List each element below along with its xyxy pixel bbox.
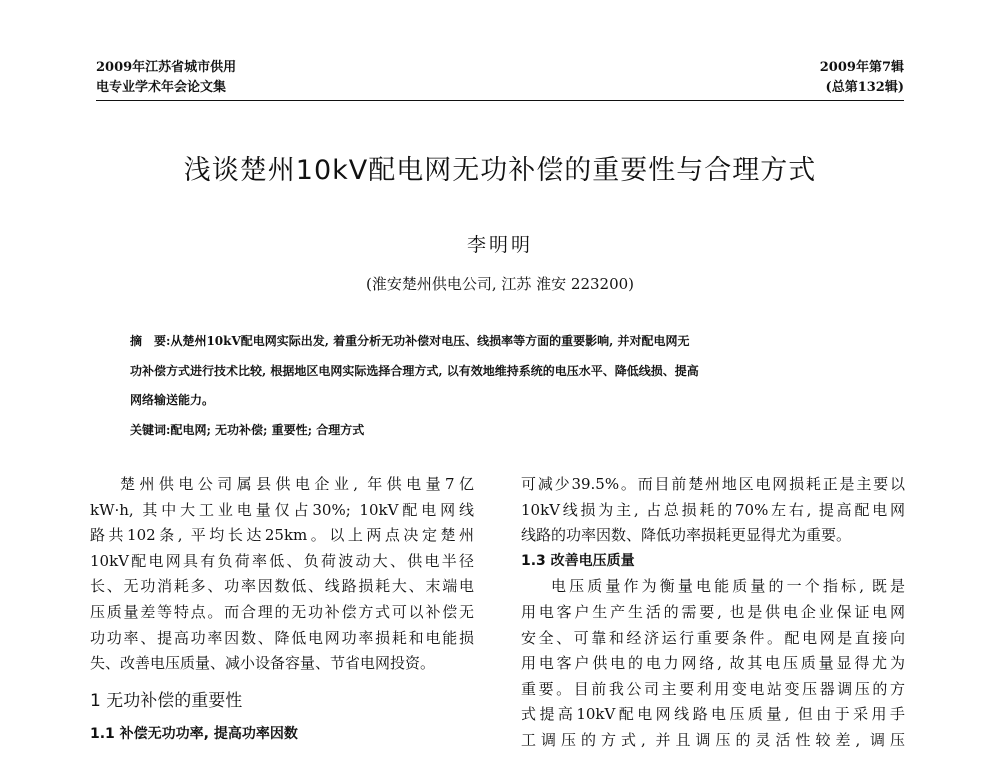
body-line: 压质量差等特点。而合理的无功补偿方式可以补偿无 bbox=[90, 602, 474, 621]
subsection-heading-1-1: 1.1 补偿无功功率, 提高功率因数 bbox=[90, 726, 298, 743]
body-line: 安全、可靠和经济运行重要条件。配电网是直接向 bbox=[521, 628, 905, 647]
section-heading-1: 1 无功补偿的重要性 bbox=[90, 690, 243, 711]
body-line: 式提高10kV配电网线路电压质量, 但由于采用手 bbox=[521, 705, 905, 724]
keywords-line bbox=[130, 420, 364, 440]
body-line: 失、改善电压质量、减小设备容量、节省电网投资。 bbox=[90, 654, 436, 673]
author-affiliation: (淮安楚州供电公司, 江苏 淮安 223200) bbox=[365, 275, 635, 293]
abstract-line-3: 网络输送能力。 bbox=[130, 393, 215, 407]
keywords-label: 关键词: bbox=[130, 423, 171, 437]
body-line: 用电客户供电的电力网络, 故其电压质量显得尤为 bbox=[521, 654, 905, 673]
body-line: 功功率、提高功率因数、降低电网功率损耗和电能损 bbox=[90, 628, 474, 647]
body-line: 楚州供电公司属县供电企业, 年供电量7亿 bbox=[120, 475, 474, 493]
issue-number: 2009年第7辑 bbox=[819, 60, 904, 75]
header-rule bbox=[96, 100, 904, 101]
body-column-left bbox=[90, 472, 474, 748]
running-header-left bbox=[96, 58, 236, 98]
abstract-line-1 bbox=[130, 331, 689, 351]
body-line: 电压质量作为衡量电能质量的一个指标, 既是 bbox=[551, 577, 905, 596]
paper-author: 李明明 bbox=[466, 234, 533, 256]
body-line: 用电客户生产生活的需要, 也是供电企业保证电网 bbox=[521, 602, 905, 621]
subsection-heading-1-3: 1.3 改善电压质量 bbox=[521, 552, 635, 569]
issue-total: (总第132辑) bbox=[825, 80, 904, 95]
body-line: kW·h, 其中大工业电量仅占30%; 10kV配电网线 bbox=[90, 500, 474, 519]
running-header-right bbox=[820, 58, 904, 98]
body-line: 10kV线损为主, 占总损耗的70%左右, 提高配电网 bbox=[521, 500, 905, 519]
body-column-right bbox=[521, 472, 905, 754]
abstract-label: 摘 要: bbox=[130, 334, 171, 348]
body-line: 重要。目前我公司主要利用变电站变压器调压的方 bbox=[521, 679, 905, 698]
body-line: 可减少39.5%。而目前楚州地区电网损耗正是主要以 bbox=[521, 475, 905, 493]
body-line: 路共102条, 平均长达25km。以上两点决定楚州 bbox=[90, 526, 474, 545]
paper-title: 浅谈楚州10kV配电网无功补偿的重要性与合理方式 bbox=[183, 155, 817, 186]
body-line: 工调压的方式, 并且调压的灵活性较差, 调压 bbox=[521, 730, 905, 749]
body-line: 长、无功消耗多、功率因数低、线路损耗大、末端电 bbox=[90, 577, 474, 596]
abstract-text-1: 从楚州10kV配电网实际出发, 着重分析无功补偿对电压、线损率等方面的重要影响, 并对配电网无 bbox=[170, 334, 690, 348]
abstract-line-2: 功补偿方式进行技术比较, 根据地区电网实际选择合理方式, 以有效地维持系统的电压水平、降低线损、提高 bbox=[130, 364, 699, 378]
keywords-text: 配电网; 无功补偿; 重要性; 合理方式 bbox=[170, 423, 365, 437]
body-line: 10kV配电网具有负荷率低、负荷波动大、供电半径 bbox=[90, 551, 474, 570]
journal-name-line1: 2009年江苏省城市供用 bbox=[96, 60, 237, 75]
body-line: 线路的功率因数、降低功率损耗更显得尤为重要。 bbox=[521, 526, 852, 545]
journal-name-line2: 电专业学术年会论文集 bbox=[96, 80, 227, 95]
